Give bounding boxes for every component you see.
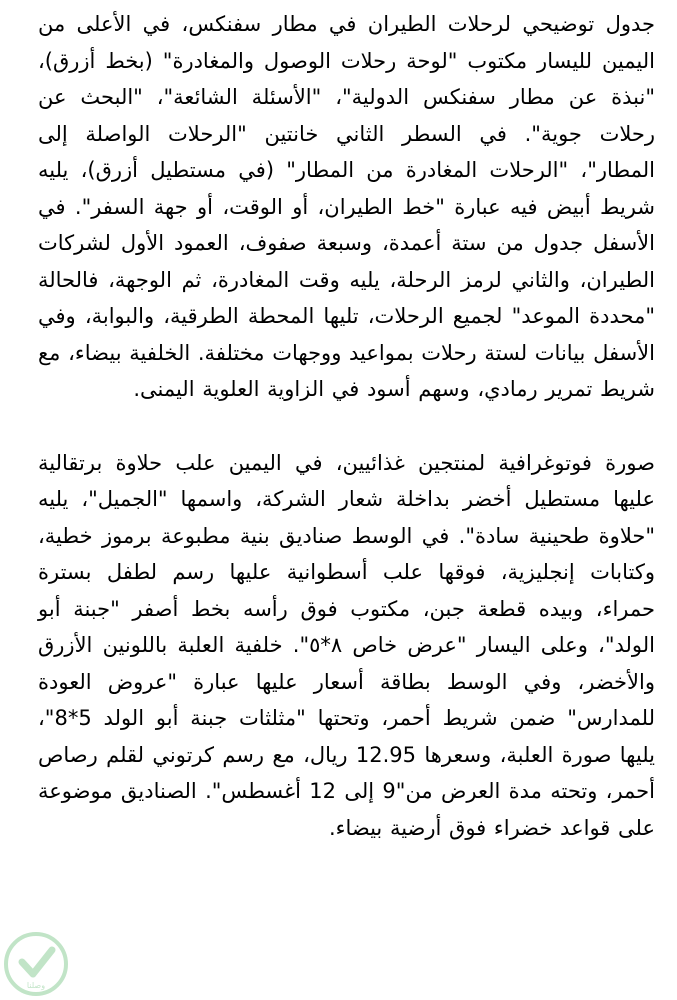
check-leaf-icon [0,928,72,1000]
watermark-logo [0,928,72,1000]
paragraph-food-products-description: صورة فوتوغرافية لمنتجين غذائيين، في اليمين علب حلاوة برتقالية عليها مستطيل أخضر بداخلة شعار الشركة، واسمها "الجميل"، يليه "حلاوة طحينية سادة". في الوسط صناديق بنية مطبوعة برموز خطية، وكتابات إنجليزية، فوقها علب أسطوانية عليها رسم لطفل بسترة حمراء، وبيده قطعة جبن، مكتوب فوق رأسه بخط أصفر "جبنة أبو الولد"، وعلى اليسار "عرض خاص ٨*٥". خلفية العلبة باللونين الأزرق والأخضر، وفي الوسط بطاقة أسعار عليها عبارة "عروض العودة للمدارس" ضمن شريط أحمر، وتحتها "مثلثات جبنة أبو الولد 5*8"، يليها صورة العلبة، وسعرها 12.95 ريال، مع رسم كرتوني لقلم رصاص أحمر، وتحته مدة العرض من"9 إلى 12 أغسطس". الصناديق موضوعة على قواعد خضراء فوق أرضية بيضاء. [38,450,656,840]
watermark-text: وصلنا [26,981,46,990]
paragraph-flight-table-description: جدول توضيحي لرحلات الطيران في مطار سفنكس، في الأعلى من اليمين لليسار مكتوب "لوحة رحلات الوصول والمغادرة" (بخط أزرق)، "نبذة عن مطار سفنكس الدولية"، "الأسئلة الشائعة"، "البحث عن رحلات جوية". في السطر الثاني خانتين "الرحلات الواصلة إلى المطار"، "الرحلات المغادرة من المطار" (في مستطيل أزرق)، يليه شريط أبيض فيه عبارة "خط الطيران، أو الوقت، أو جهة السفر". في الأسفل جدول من ستة أعمدة، وسبعة صفوف، العمود الأول لشركات الطيران، والثاني لرمز الرحلة، يليه وقت المغادرة، ثم الوجهة، فالحالة "محددة الموعد" لجميع الرحلات، تليها المحطة الطرقية، والبوابة، وفي الأسفل بيانات لستة رحلات بمواعيد ووجهات مختلفة. الخلفية بيضاء، مع شريط تمرير رمادي، وسهم أسود في الزاوية العلوية اليمنى. [38,12,655,401]
